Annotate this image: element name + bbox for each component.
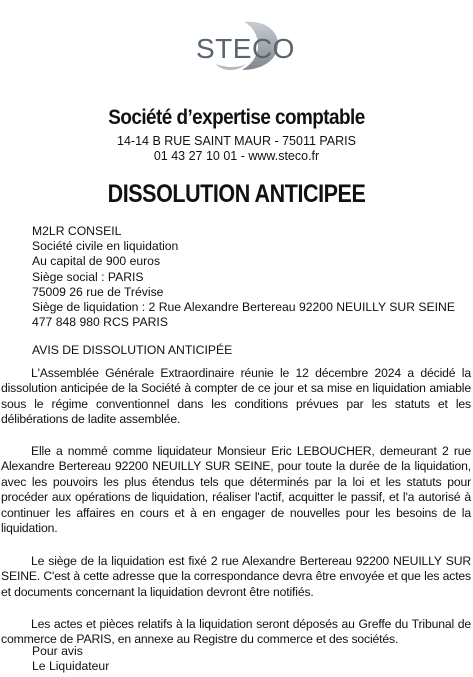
company-form: Société civile en liquidation <box>32 239 179 254</box>
firm-address: 14-14 B RUE SAINT MAUR - 75011 PARIS <box>117 134 356 148</box>
company-registered-office: Siège social : PARIS <box>32 269 144 284</box>
paragraph-liquidation-seat: Le siège de la liquidation est fixé 2 rue Alexandre Bertereau 92200 NEUILLY SUR SEINE. C'est à cette adresse que la correspondance devra être envoyée et que les actes et documents concernant la liquidation devront être notifiés. <box>1 554 471 599</box>
signature-line-2: Le Liquidateur <box>32 659 110 674</box>
firm-name: Société d’expertise comptable <box>108 106 365 129</box>
company-rcs: 477 848 980 RCS PARIS <box>32 315 168 330</box>
company-capital: Au capital de 900 euros <box>32 254 161 269</box>
company-office-address: 75009 26 rue de Trévise <box>32 284 164 299</box>
signature-block <box>32 644 109 675</box>
notice-title: DISSOLUTION ANTICIPEE <box>107 180 366 208</box>
paragraph-dissolution: L'Assemblée Générale Extraordinaire réunie le 12 décembre 2024 a décidé la dissolution anticipée de la Société à compter de ce jour et sa mise en liquidation amiable sous le régime conventionnel dans les conditions prévues par les statuts et les délibérations de ladite assemblée. <box>1 366 471 427</box>
firm-contact: 01 43 27 10 01 - www.steco.fr <box>153 149 320 163</box>
logo-text: STECO <box>196 33 295 64</box>
signature-line-1: Pour avis <box>32 644 83 658</box>
paragraph-filing: Les actes et pièces relatifs à la liquidation seront déposés au Greffe du Tribunal de commerce de PARIS, en annexe au Registre du commerce et des sociétés. <box>1 617 471 647</box>
company-name: M2LR CONSEIL <box>32 224 122 238</box>
steco-logo <box>186 16 295 76</box>
notice-heading: AVIS DE DISSOLUTION ANTICIPÉE <box>32 343 233 357</box>
paragraph-liquidator: Elle a nommé comme liquidateur Monsieur Eric LEBOUCHER, demeurant 2 rue Alexandre Bertereau 92200 NEUILLY SUR SEINE, pour toute la durée de la liquidation, avec les pouvoirs les plus étendus tels que déterminés par la loi et les statuts pour procéder aux opérations de liquidation, réaliser l'actif, acquitter le passif, et l'a autorisé à continuer les affaires en cours et à en engager de nouvelles pour les besoins de la liquidation. <box>1 444 471 536</box>
firm-header <box>0 106 473 164</box>
company-liquidation-seat: Siège de liquidation : 2 Rue Alexandre Bertereau 92200 NEUILLY SUR SEINE <box>32 300 455 315</box>
company-details <box>32 224 462 330</box>
